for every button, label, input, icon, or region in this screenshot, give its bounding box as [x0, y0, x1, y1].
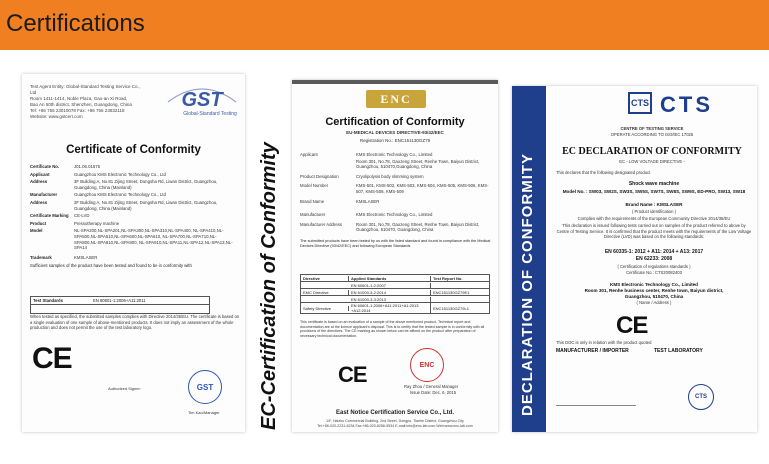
cert2-title: Certification of Conformity [325, 116, 465, 128]
cert1-fields [30, 164, 238, 269]
field-row: Room 301, No.78, Gaozeng Street, Renhe Town, Baiyun District, Guangzhou, 510470,Guangdong, China [356, 158, 480, 170]
cert3-intro: This declares that the following designated product [556, 170, 651, 175]
certificate-gst[interactable] [22, 74, 245, 432]
table-row: EN 60601-1-2:2007 [301, 282, 489, 289]
sufficient-text: Sufficient samples of the product have been tested and found to be in conformity with [30, 263, 192, 269]
cert1-title: Certificate of Conformity [66, 144, 201, 156]
certificate-cts[interactable] [512, 86, 757, 432]
field-row: Model Number KMS-501, KMS-502, KMS-503, KMS-504, KMS-505, KMS-506, KMS-507, KMS-508, KMS-509 [300, 183, 489, 194]
field-row: Product Pressotherapy machine [30, 220, 120, 226]
cert2-standards-table [300, 274, 490, 314]
field-row: Manufacturer Address Room 301, No.78, Gaozeng Street, Renhe Town, Baiyun District, Guangzhou, 510470, Guangdong, China [300, 221, 480, 233]
field-row: Address 3F Building A, No.81 Zijing Street, Dongsha Rd, Liwan District, Guangzhou, Guangdong, China (Mainland) [30, 199, 218, 211]
enc-logo: ENC [366, 90, 426, 108]
cts-stamp: CTS [688, 384, 714, 410]
cert3-reg-title: ( Certification of regulations standards ) [617, 264, 691, 269]
registration-number: Registration No.: ENC151130GZ79 [359, 138, 431, 143]
enc-company-address: 1/F, Haizhu Commercial Building, 2nd Street, Dongpu, Tianhe District, Guangzhou City [326, 419, 464, 423]
cert3-company-role: ( Name / Address ) [636, 300, 672, 305]
cert3-product: Shock wave machine [628, 181, 680, 187]
gst-logo [164, 82, 240, 118]
signer-name: Tim Kao/Manager [188, 410, 220, 415]
cert3-product-id: ( Product identification ) [632, 209, 676, 214]
field-row: Certificate No. J01.06.01575 [30, 164, 101, 169]
gst-logo-sub: Global-Standard Testing [183, 111, 237, 117]
certificate-enc[interactable] [292, 80, 498, 432]
cert1-header-text: Test Agent Entity: Global-Standard Testing Service Co., Ltd Room 1411-1414, Noble Plaza, Gao-an Xi Road, Bao An 50th district, Shenzhen, Guangdong, China Tel: +86 755 23010078 Fax: +86 755 23832118 Website: www.gstcert.com [30, 84, 140, 119]
field-row: Trademark KMSLASER [30, 254, 98, 260]
cert2-small-print: This certificate is based on an evaluation of a sample of the above mentioned product. Technical report and documentation are at the licence applicant's disposal. This is to certify that the tested sample is in conformity with all provisions of the directives. The CE marking as shown below can be affixed on the product after preparation of necessary technical documentation. [300, 320, 485, 338]
signer-name: Ray Zhou / General Manager [404, 384, 459, 389]
cert2-subtitle: EU-MEDICAL DEVICES DIRECTIVE-93/42/EEC [346, 130, 444, 135]
cts-logo-box: CTS [628, 92, 652, 114]
test-lab-label: TEST LABORATORY [654, 348, 703, 354]
cts-side-band [512, 86, 546, 432]
header-banner [0, 0, 769, 50]
field-row: Applicant KMS Electronic Technology Co., Limited [300, 152, 433, 157]
cert3-standards: EN 60335-1: 2012 + A11: 2014 + A13: 2017 [604, 249, 704, 255]
cert3-company-address: Room 301, Renhe business center, Renhe town, Baiyun district, [584, 288, 724, 293]
enc-company-name: East Notice Certification Service Co., Ltd. [335, 410, 455, 416]
cert3-reg-no: Certificate No.: CTS20082403 [626, 270, 682, 275]
enc-stamp: ENC [410, 348, 444, 382]
ce-mark: CE [32, 342, 72, 375]
cts-centre-sub: OPERATE ACCORDING TO ISO/IEC 17025 [610, 132, 694, 137]
cts-logo-text: CTS [660, 92, 713, 117]
signature-line [556, 386, 636, 406]
field-row: Address 3F Building A, No.81 Zijing Street, Dongsha Rd, Liwan District, Guangzhou, Guangdong, China (Mainland) [30, 179, 218, 190]
cert1-standards-table [30, 296, 210, 314]
signer-label: Authorized Signer: [108, 386, 141, 391]
field-row: Model NL-SPA200,NL-SPA201,NL-SPA300,NL-SPA310,NL-SPA400, NL-SPA410,NL-SPA500,NL-SPA510,NL-SPA600,NL-SPA610, NL-SPA700,NL-SPA710,NL-SPA800,NL-SPA810,NL-SPA900, NL-SPA910,NL-SPA11,NL-SPA12,NL-SPA13,NL-SPA14 [30, 228, 233, 251]
gst-logo-text: GST [181, 89, 223, 111]
table-row: EMC Directive EN 61000-3-2:2014 ENC151130GZ79E1 [301, 289, 489, 296]
table-row: Test Standards EN 60601-1:2006+A11:2011 [31, 297, 209, 305]
manufacturer-label: MANUFACTURER / IMPORTER [556, 348, 629, 354]
cts-logo [628, 92, 748, 120]
field-row: Manufacturer Guangzhou KMS Electronic Technology Co., Ltd [30, 192, 166, 198]
table-row: EN 61000-3-3:2013 [301, 296, 489, 303]
enc-company-contact: Tel:+86-020-2231-6234 Fax:+86-020-8256-9534 E-mail:info@enc-lab.com Web:www.enc-lab.com [317, 424, 473, 428]
cert2-fields [300, 152, 492, 249]
field-row: Certificate Marking CE-LVD [30, 213, 90, 219]
gst-stamp: GST [188, 370, 222, 404]
cert3-brand: Brand Name : KMSLASER [625, 202, 683, 207]
ce-mark: CE [338, 362, 367, 387]
cert3-company-address-2: Guangzhou, 510470, China [624, 294, 684, 299]
cert3-directive: EC - LOW VOLTAGE DIRECTIVE - [619, 159, 685, 164]
cert3-company: KMS Electronic Technology Co., Limited [610, 282, 698, 287]
top-band [292, 80, 498, 84]
issue-date: Issue Date: Dec. 6, 2015 [410, 390, 457, 395]
field-row: Manufacturer KMS Electronic Technology Co., Limited [300, 212, 433, 218]
table-row: Safety Directive EN 60601-1:2006+A11:2011+A1:2013 +A12:2014 ENC151130GZ79L1 [303, 303, 469, 313]
tested-note: The submitted products have been tested by us with the listed standard and found in compliance with the Medical Devices Directive (93/42/EEC) and following European Standards [300, 238, 491, 248]
table-row [31, 305, 209, 313]
declaration-vertical-text: DECLARATION OF CONFORMITY [519, 152, 536, 416]
page-title: Certifications [6, 10, 145, 37]
ce-mark: CE [616, 312, 648, 339]
cert3-standards-2: EN 62233: 2008 [635, 256, 673, 262]
cert3-declares: This declaration is issued following tests carried out on samples of the product referred to above by Centre of Testing Service. It is confirmed that the product meets with the requirements of the Low Voltage Directive (LVD) was based on the following standards: [556, 223, 752, 239]
cert3-doc-note: This DOC is only in relation with the product quoted [556, 340, 652, 345]
cts-centre: CENTRE OF TESTING SERVICE [620, 126, 684, 131]
cert1-note: When tested as specified, the submitted samples complies with Directive 2014/35/EU. The certificate is based on a single evaluation of one sample of above-mentioned products. It does not imply an assessment of the whole production and does not permit the use of the test laboratory logo. [30, 314, 240, 330]
field-row: Product Designation Cryolipolysis body slimming system [300, 173, 424, 179]
table-header-row: Directive Applied Standards Test Report No. [301, 275, 489, 282]
field-row: Brand Name KMSLASER [300, 198, 380, 204]
cert3-title: EC DECLARATION OF CONFORMITY [562, 146, 742, 157]
cert3-complies: Complies with the requirements of the European Community Directive 2014/35/EU [577, 216, 731, 221]
cert3-model: Model No. : SW03, SW2S, SW3S, SW5S, SW7S, SW8S, SW9S, ED-PRO, SW13, SW18 [562, 189, 746, 194]
field-row: Applicant Guangzhou KMS Electronic Technology Co., Ltd [30, 171, 166, 177]
